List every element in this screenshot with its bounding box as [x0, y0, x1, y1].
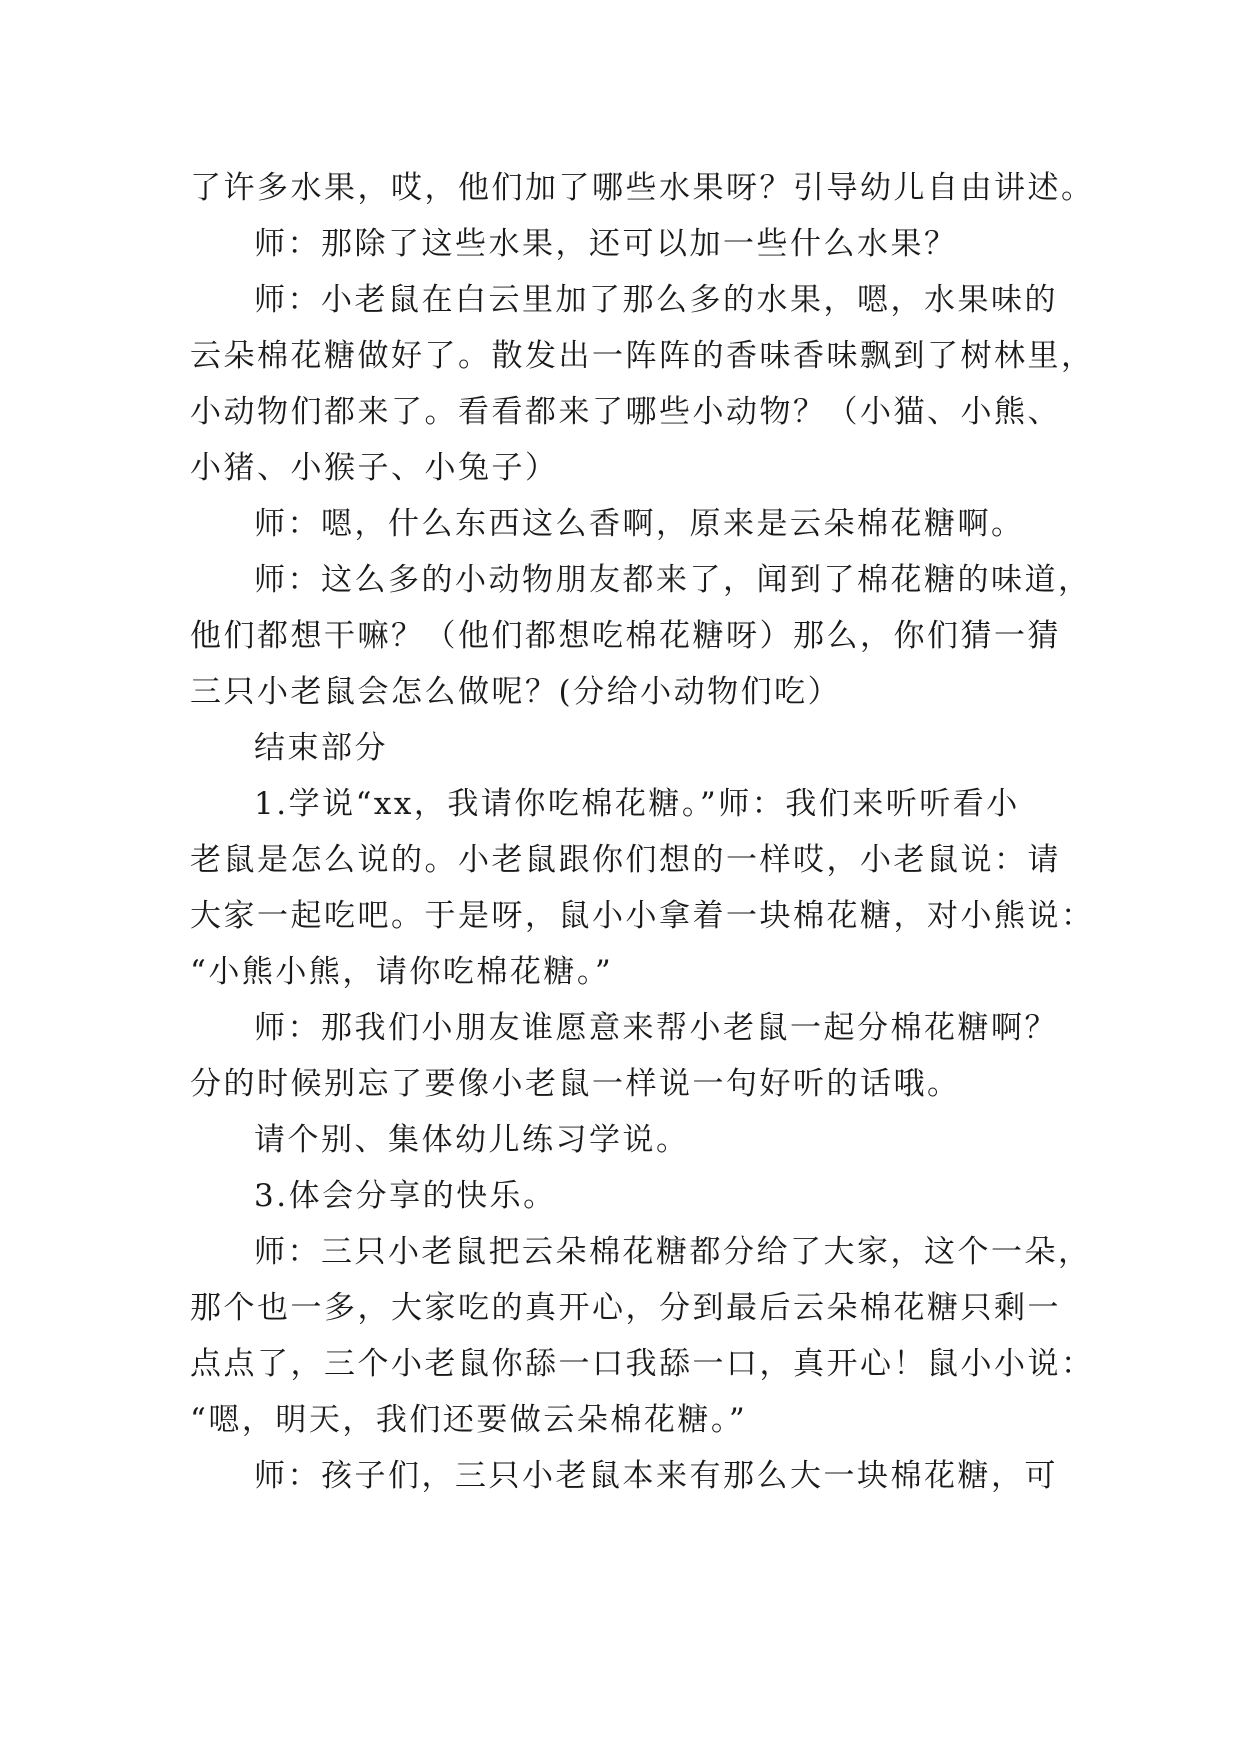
paragraph-line: 点点了，三个小老鼠你舔一口我舔一口，真开心！鼠小小说： — [190, 1346, 1095, 1382]
paragraph-line: 那个也一多，大家吃的真开心，分到最后云朵棉花糖只剩一 — [190, 1290, 1061, 1326]
paragraph-line: 师：那我们小朋友谁愿意来帮小老鼠一起分棉花糖啊？ — [254, 1010, 1058, 1046]
paragraph-line: 1.学说“xx，我请你吃棉花糖。”师：我们来听听看小 — [254, 786, 1020, 822]
paragraph-line: 小动物们都来了。看看都来了哪些小动物？（小猫、小熊、 — [190, 394, 1061, 430]
paragraph-line: 师：三只小老鼠把云朵棉花糖都分给了大家，这个一朵， — [254, 1234, 1092, 1270]
paragraph-line: 请个别、集体幼儿练习学说。 — [254, 1122, 690, 1158]
paragraph-line: 分的时候别忘了要像小老鼠一样说一句好听的话哦。 — [190, 1066, 961, 1102]
body-text — [190, 160, 1095, 1504]
paragraph-line: 师：嗯，什么东西这么香啊，原来是云朵棉花糖啊。 — [254, 506, 1025, 542]
paragraph-line: 他们都想干嘛？（他们都想吃棉花糖呀）那么，你们猜一猜 — [190, 618, 1061, 654]
paragraph-line: 3.体会分享的快乐。 — [254, 1178, 557, 1214]
paragraph-line: 师：这么多的小动物朋友都来了，闻到了棉花糖的味道， — [254, 562, 1092, 598]
paragraph-line: “小熊小熊，请你吃棉花糖。” — [190, 954, 614, 990]
paragraph-line: 了许多水果，哎，他们加了哪些水果呀？引导幼儿自由讲述。 — [190, 170, 1095, 206]
paragraph-line: 师：小老鼠在白云里加了那么多的水果，嗯，水果味的 — [254, 282, 1058, 318]
paragraph-line: 大家一起吃吧。于是呀，鼠小小拿着一块棉花糖，对小熊说： — [190, 898, 1095, 934]
paragraph-line: “嗯，明天，我们还要做云朵棉花糖。” — [190, 1402, 748, 1438]
paragraph-line: 师：孩子们，三只小老鼠本来有那么大一块棉花糖，可 — [254, 1458, 1058, 1494]
paragraph-line: 老鼠是怎么说的。小老鼠跟你们想的一样哎，小老鼠说：请 — [190, 842, 1061, 878]
paragraph-line: 小猪、小猴子、小兔子） — [190, 450, 559, 486]
paragraph-line: 师：那除了这些水果，还可以加一些什么水果？ — [254, 226, 958, 262]
paragraph-line: 结束部分 — [254, 730, 388, 766]
paragraph-line: 云朵棉花糖做好了。散发出一阵阵的香味香味飘到了树林里， — [190, 338, 1095, 374]
paragraph-line: 三只小老鼠会怎么做呢？(分给小动物们吃） — [190, 674, 842, 710]
